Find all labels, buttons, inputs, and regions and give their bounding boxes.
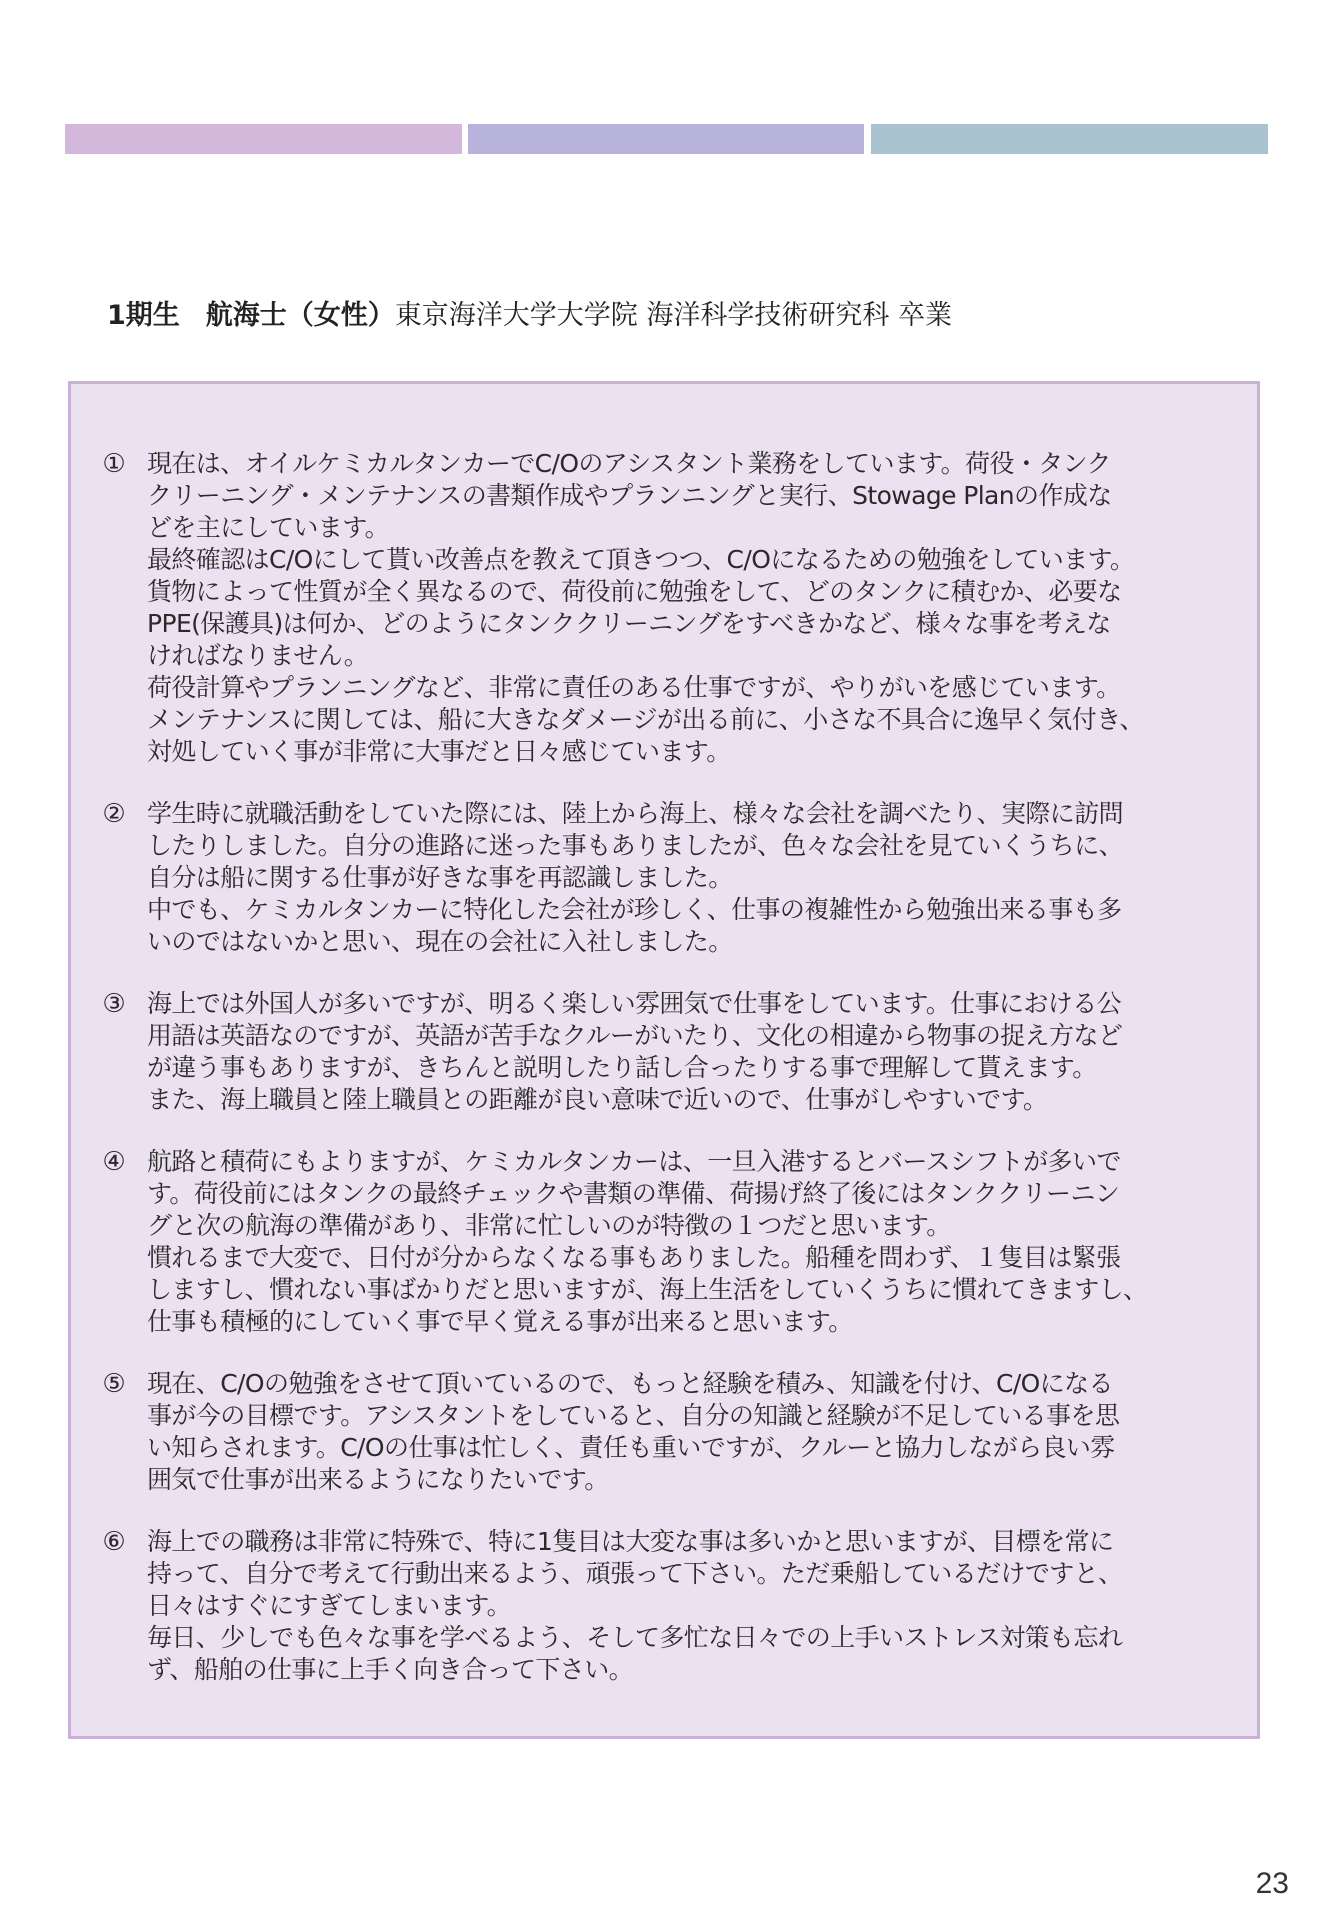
answer-item (85, 988, 1243, 1116)
answer-text-line: 最終確認はC/Oにして貰い改善点を教えて頂きつつ、C/Oになるための勉強をしています。 (147, 545, 1135, 574)
answer-number: ④ (102, 1147, 126, 1177)
answer-text-line: 日々はすぐにすぎてしまいます。 (147, 1591, 512, 1620)
answer-text-line: 対処していく事が非常に大事だと日々感じています。 (147, 737, 731, 766)
answer-text-line: 現在、C/Oの勉強をさせて頂いているので、もっと経験を積み、知識を付け、C/Oになる (147, 1369, 1113, 1398)
answer-text-line: いのではないかと思い、現在の会社に入社しました。 (147, 927, 733, 956)
answer-text-line: 海上での職務は非常に特殊で、特に1隻目は大変な事は多いかと思いますが、目標を常に (147, 1527, 1114, 1556)
answer-item (85, 1146, 1243, 1338)
answer-text-line: い知らされます。C/Oの仕事は忙しく、責任も重いですが、クルーと協力しながら良い雰 (147, 1433, 1115, 1462)
answer-text-line: 海上では外国人が多いですが、明るく楽しい雰囲気で仕事をしています。仕事における公 (147, 989, 1122, 1018)
page-number: 23 (1255, 1867, 1289, 1900)
answer-text (143, 1368, 1243, 1496)
answer-text-line: 航路と積荷にもよりますが、ケミカルタンカーは、一旦入港するとバースシフトが多いで (147, 1147, 1121, 1176)
answer-text-line: 自分は船に関する仕事が好きな事を再認識しました。 (147, 863, 733, 892)
answer-text-line: 囲気で仕事が出来るようになりたいです。 (147, 1465, 609, 1494)
answer-number: ⑥ (102, 1527, 126, 1557)
answer-text-line: ければなりません。 (147, 641, 369, 670)
role-label: 航海士（女性） (205, 300, 395, 331)
answer-text-line: す。荷役前にはタンクの最終チェックや書類の準備、荷揚げ終了後にはタンククリーニン (147, 1179, 1120, 1208)
answer-text-line: クリーニング・メンテナンスの書類作成やプランニングと実行、Stowage Planの作成な (147, 481, 1112, 510)
answer-text (143, 1146, 1243, 1338)
answer-text-line: グと次の航海の準備があり、非常に忙しいのが特徴の１つだと思います。 (147, 1211, 951, 1240)
answer-text-line: したりしました。自分の進路に迷った事もありましたが、色々な会社を見ていくうちに、 (147, 831, 1124, 860)
answer-item (85, 798, 1243, 958)
answer-text (143, 798, 1243, 958)
header-color-bar-middle (468, 124, 864, 154)
answer-number: ⑤ (102, 1369, 126, 1399)
answer-text-line: どを主にしています。 (147, 513, 390, 542)
answer-item (85, 1526, 1243, 1686)
answer-number: ① (102, 449, 126, 479)
answer-item (85, 448, 1243, 768)
cohort-label: 1期生 (107, 300, 180, 331)
answer-text-line: 用語は英語なのですが、英語が苦手なクルーがいたり、文化の相違から物事の捉え方など (147, 1021, 1123, 1050)
answer-text-line: メンテナンスに関しては、船に大きなダメージが出る前に、小さな不具合に逸早く気付き、 (147, 705, 1144, 734)
header-color-bar-right (871, 124, 1268, 154)
answer-text-line: PPE(保護具)は何か、どのようにタンククリーニングをすべきかなど、様々な事を考えな (147, 609, 1111, 638)
answer-text (143, 988, 1243, 1116)
answers-panel (68, 381, 1260, 1739)
answer-text-line: 事が今の目標です。アシスタントをしていると、自分の知識と経験が不足している事を思 (147, 1401, 1120, 1430)
profile-heading (107, 296, 952, 336)
answer-text-line: 仕事も積極的にしていく事で早く覚える事が出来ると思います。 (147, 1307, 853, 1336)
answer-text-line: が違う事もありますが、きちんと説明したり話し合ったりする事で理解して貰えます。 (147, 1053, 1097, 1082)
header-color-bar-left (65, 124, 462, 154)
school-label: 東京海洋大学大学院 海洋科学技術研究科 卒業 (394, 300, 952, 331)
answer-text-line: しますし、慣れない事ばかりだと思いますが、海上生活をしていくうちに慣れてきますし、 (147, 1275, 1148, 1304)
answer-text-line: 慣れるまで大変で、日付が分からなくなる事もありました。船種を問わず、１隻目は緊張 (147, 1243, 1121, 1272)
answer-text-line: 中でも、ケミカルタンカーに特化した会社が珍しく、仕事の複雑性から勉強出来る事も多 (147, 895, 1122, 924)
answer-item (85, 1368, 1243, 1496)
answer-text-line: 荷役計算やプランニングなど、非常に責任のある仕事ですが、やりがいを感じています。 (147, 673, 1121, 702)
answer-number: ② (102, 799, 126, 829)
answer-number: ③ (102, 989, 126, 1019)
answer-text-line: 現在は、オイルケミカルタンカーでC/Oのアシスタント業務をしています。荷役・タンク (147, 449, 1111, 478)
answer-text (143, 1526, 1243, 1686)
answer-text-line: 毎日、少しでも色々な事を学べるよう、そして多忙な日々での上手いストレス対策も忘れ (147, 1623, 1123, 1652)
answer-text-line: また、海上職員と陸上職員との距離が良い意味で近いので、仕事がしやすいです。 (147, 1085, 1048, 1114)
answer-text-line: 貨物によって性質が全く異なるので、荷役前に勉強をして、どのタンクに積むか、必要な (147, 577, 1122, 606)
answer-text-line: ず、船舶の仕事に上手く向き合って下さい。 (147, 1655, 634, 1684)
answer-text-line: 学生時に就職活動をしていた際には、陸上から海上、様々な会社を調べたり、実際に訪問 (147, 799, 1124, 828)
answer-text-line: 持って、自分で考えて行動出来るよう、頑張って下さい。ただ乗船しているだけですと、 (147, 1559, 1123, 1588)
answer-text (143, 448, 1243, 768)
